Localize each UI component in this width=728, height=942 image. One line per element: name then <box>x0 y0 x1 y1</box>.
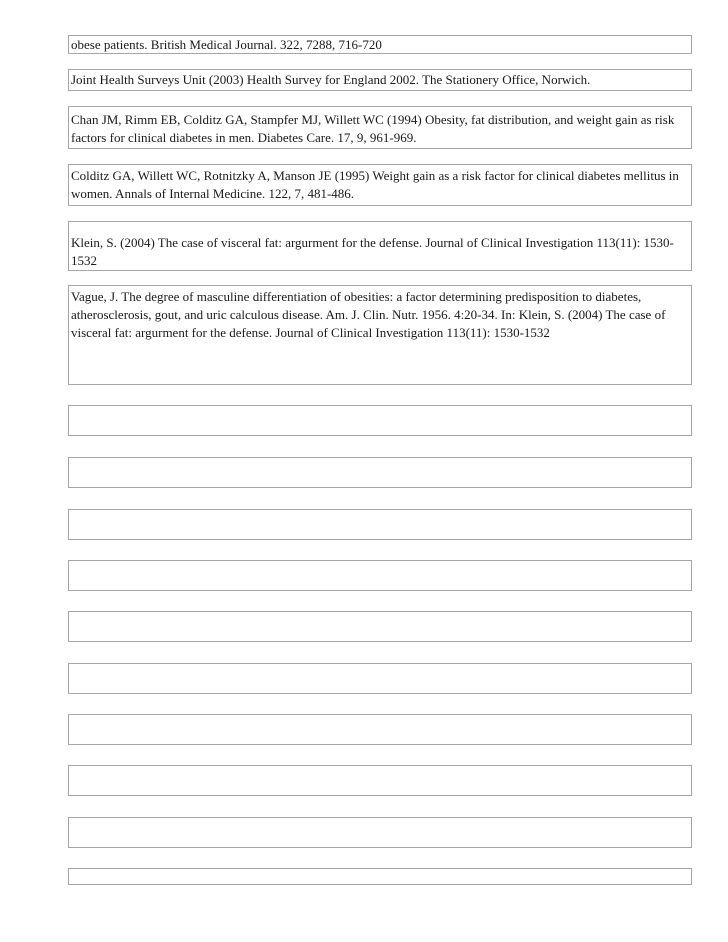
reference-text: Vague, J. The degree of masculine differentiation of obesities: a factor determining predisposition to diabetes, atherosclerosis, gout, and uric calculous disease. Am. J. Clin. Nutr. 1956. 4:20-34. In: Klein, S. (2004) The case of visceral fat: argurment for the defense. Journal of Clinical Investigation 113(11): 1530-1532 <box>71 289 666 340</box>
reference-row-1 <box>68 35 692 54</box>
reference-row-3 <box>68 106 692 149</box>
reference-text: Colditz GA, Willett WC, Rotnitzky A, Manson JE (1995) Weight gain as a risk factor for clinical diabetes mellitus in women. Annals of Internal Medicine. 122, 7, 481-486. <box>71 168 679 201</box>
empty-reference-row-8 <box>68 765 692 796</box>
empty-reference-row-9 <box>68 817 692 848</box>
reference-text: Chan JM, Rimm EB, Colditz GA, Stampfer MJ, Willett WC (1994) Obesity, fat distribution, and weight gain as risk factors for clinical diabetes in men. Diabetes Care. 17, 9, 961-969. <box>71 112 675 145</box>
empty-reference-row-1 <box>68 405 692 436</box>
reference-text: Klein, S. (2004) The case of visceral fat: argurment for the defense. Journal of Clinical Investigation 113(11): 1530-1532 <box>71 235 674 268</box>
reference-row-4 <box>68 164 692 206</box>
empty-reference-row-4 <box>68 560 692 591</box>
empty-reference-row-3 <box>68 509 692 540</box>
reference-row-5 <box>68 221 692 271</box>
reference-row-2 <box>68 69 692 91</box>
empty-reference-row-2 <box>68 457 692 488</box>
reference-text: Joint Health Surveys Unit (2003) Health Survey for England 2002. The Stationery Office, Norwich. <box>71 72 591 87</box>
empty-reference-row-7 <box>68 714 692 745</box>
reference-text: obese patients. British Medical Journal. 322, 7288, 716-720 <box>71 37 382 52</box>
empty-reference-row-5 <box>68 611 692 642</box>
empty-reference-row-10 <box>68 868 692 885</box>
reference-row-6 <box>68 285 692 385</box>
empty-reference-row-6 <box>68 663 692 694</box>
